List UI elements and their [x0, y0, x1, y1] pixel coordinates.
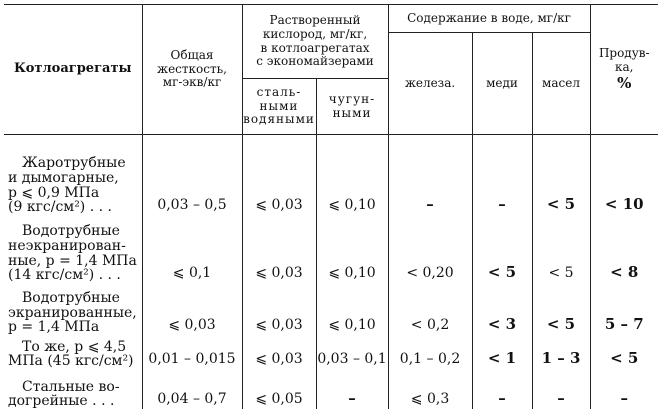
- table-row: [4, 335, 658, 369]
- iron-cell: ⩽ 0,3: [388, 369, 472, 409]
- blowdown-cell: < 5: [590, 335, 658, 369]
- water-quality-table: [4, 4, 658, 409]
- table-row: [4, 215, 658, 283]
- row-description: Жаротрубные и дымогарные, p ⩽ 0,9 МПа (9 кгс/см²) . . .: [8, 155, 126, 216]
- table-row: [4, 145, 658, 215]
- hardness-cell: ⩽ 0,03: [142, 283, 242, 335]
- copper-cell: –: [472, 369, 532, 409]
- header-oxygen-group: Растворенный кислород, мг/кг, в котлоагрегатах с экономайзерами: [242, 5, 388, 79]
- blowdown-cell: –: [590, 369, 658, 409]
- iron-cell: –: [388, 145, 472, 215]
- row-description: Водотрубные неэкранирован- ные, p = 1,4 МПа (14 кгс/см²) . . .: [8, 223, 137, 284]
- table-row: [4, 369, 658, 409]
- oxygen-steel-cell: ⩽ 0,03: [242, 283, 316, 335]
- header-copper: меди: [472, 33, 532, 135]
- header-blowdown: Продув- ка, %: [590, 5, 658, 135]
- table-body: [4, 135, 658, 410]
- header-iron: железа.: [388, 33, 472, 135]
- oil-cell: < 5: [532, 283, 590, 335]
- oil-cell: < 5: [532, 215, 590, 283]
- oxygen-steel-cell: ⩽ 0,03: [242, 335, 316, 369]
- header-oil: масел: [532, 33, 590, 135]
- iron-cell: < 0,20: [388, 215, 472, 283]
- header-water-content: Содержание в воде, мг/кг: [388, 5, 590, 33]
- oil-cell: –: [532, 369, 590, 409]
- oil-cell: 1 – 3: [532, 335, 590, 369]
- iron-cell: < 0,2: [388, 283, 472, 335]
- copper-cell: < 3: [472, 283, 532, 335]
- oxygen-steel-cell: ⩽ 0,03: [242, 145, 316, 215]
- table-header: [4, 5, 658, 135]
- copper-cell: < 5: [472, 215, 532, 283]
- row-description: То же, p ⩽ 4,5 МПа (45 кгс/см²): [8, 338, 134, 370]
- row-description: Стальные во- догрейные . . .: [8, 378, 120, 410]
- header-oxygen-cast: чугун- ными: [316, 79, 388, 135]
- oxygen-steel-cell: ⩽ 0,03: [242, 215, 316, 283]
- copper-cell: –: [472, 145, 532, 215]
- oxygen-steel-cell: ⩽ 0,05: [242, 369, 316, 409]
- blowdown-cell: 5 – 7: [590, 283, 658, 335]
- header-hardness: Общая жесткость, мг-экв/кг: [142, 5, 242, 135]
- row-description: Водотрубные экранированные, p = 1,4 МПа: [8, 289, 137, 336]
- hardness-cell: 0,03 – 0,5: [142, 145, 242, 215]
- oxygen-cast-cell: 0,03 – 0,1: [316, 335, 388, 369]
- oil-cell: < 5: [532, 145, 590, 215]
- oxygen-cast-cell: –: [316, 369, 388, 409]
- copper-cell: < 1: [472, 335, 532, 369]
- oxygen-cast-cell: ⩽ 0,10: [316, 145, 388, 215]
- hardness-cell: 0,01 – 0,015: [142, 335, 242, 369]
- blowdown-cell: < 10: [590, 145, 658, 215]
- hardness-cell: 0,04 – 0,7: [142, 369, 242, 409]
- table-row: [4, 283, 658, 335]
- header-units: Котлоагрегаты: [4, 5, 142, 135]
- oxygen-cast-cell: ⩽ 0,10: [316, 215, 388, 283]
- oxygen-cast-cell: ⩽ 0,10: [316, 283, 388, 335]
- blowdown-cell: < 8: [590, 215, 658, 283]
- hardness-cell: ⩽ 0,1: [142, 215, 242, 283]
- iron-cell: 0,1 – 0,2: [388, 335, 472, 369]
- header-oxygen-steel: сталь- ными водяными: [242, 79, 316, 135]
